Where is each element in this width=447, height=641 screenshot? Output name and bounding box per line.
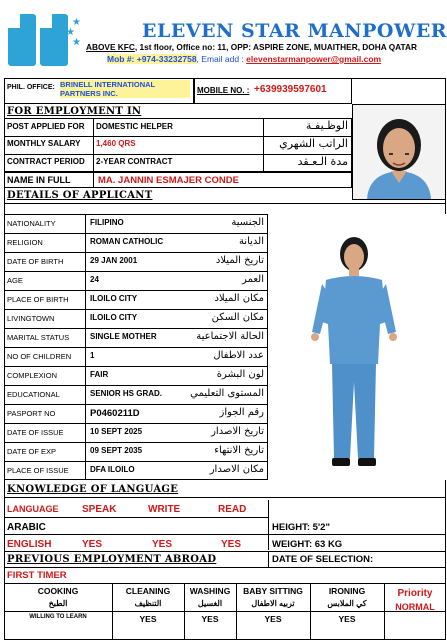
skill-value: YES (201, 614, 219, 624)
detail-value: FILIPINO (90, 218, 124, 227)
detail-arabic: مكان الميلاد (214, 293, 264, 304)
skill-arabic: التنظيف (134, 599, 162, 608)
previous-section-title: PREVIOUS EMPLOYMENT ABROAD (7, 554, 217, 565)
weight-value: WEIGHT: 63 KG (272, 539, 343, 550)
language-english: ENGLISH (7, 539, 52, 550)
employment-row-arabic: الوظـيفـة (305, 119, 348, 132)
skill-arabic: كي الملابس (327, 599, 367, 608)
language-arabic: ARABIC (7, 522, 46, 533)
skill-arabic: الغسيل (197, 599, 223, 608)
detail-label: DATE OF BIRTH (7, 257, 64, 266)
detail-arabic: تاريخ الميلاد (215, 255, 264, 266)
row-divider (4, 328, 268, 329)
row-divider (4, 385, 268, 386)
detail-arabic: مكان السكن (211, 312, 264, 323)
star-icon: ★ (72, 17, 81, 28)
row-divider (4, 404, 268, 405)
detail-value: SENIOR HS GRAD. (90, 389, 163, 398)
profile-photo (352, 104, 446, 200)
detail-arabic: لون البشرة (216, 369, 264, 380)
detail-value: 24 (90, 275, 99, 284)
detail-arabic: عدد الاطفال (213, 350, 264, 361)
row-divider (4, 442, 268, 443)
language-section-title: KNOWLEDGE OF LANGUAGE (7, 484, 179, 495)
english-speak: YES (82, 539, 103, 550)
employment-row-value: 2-YEAR CONTRACT (96, 157, 173, 166)
detail-value: ROMAN CATHOLIC (90, 237, 164, 246)
priority-label: Priority (397, 588, 433, 599)
company-title: ELEVEN STAR MANPOWER (142, 20, 447, 42)
employment-row-value: DOMESTIC HELPER (96, 122, 173, 131)
mobile-label: MOBILE NO. : (197, 86, 250, 95)
language-header: SPEAK (82, 504, 117, 515)
language-header: LANGUAGE (7, 504, 59, 514)
office-label: PHIL. OFFICE: (7, 84, 55, 91)
date-of-selection: DATE OF SELECTION: (272, 554, 374, 565)
detail-label: PLACE OF ISSUE (7, 466, 69, 475)
employment-row-arabic: الراتب الشهري (279, 137, 348, 150)
detail-label: EDUCATIONAL (7, 390, 60, 399)
detail-value: ILOILO CITY (90, 313, 138, 322)
height-value: HEIGHT: 5'2" (272, 522, 330, 533)
detail-label: AGE (7, 276, 23, 285)
detail-label: MARITAL STATUS (7, 333, 70, 342)
skill-header: WASHING (189, 586, 231, 596)
row-divider (4, 271, 268, 272)
detail-arabic: رقم الجواز (219, 407, 264, 418)
detail-label: DATE OF ISSUE (7, 428, 64, 437)
language-header: WRITE (148, 504, 181, 515)
company-logo (4, 14, 81, 66)
detail-value: P0460211D (90, 408, 140, 419)
row-divider (4, 290, 268, 291)
detail-value: 09 SEPT 2035 (90, 446, 143, 455)
skill-header: IRONING (328, 586, 366, 596)
english-write: YES (152, 539, 173, 550)
detail-label: RELIGION (7, 238, 43, 247)
skill-arabic: الطبخ (48, 599, 68, 608)
skill-arabic: تربيه الاطفال (251, 599, 295, 608)
employment-section-title: FOR EMPLOYMENT IN (7, 106, 142, 117)
detail-label: DATE OF EXP (7, 447, 57, 456)
detail-value: 1 (90, 351, 95, 360)
name-label: NAME IN FULL (7, 175, 71, 185)
star-icon: ★ (72, 37, 81, 48)
employment-row-value: 1,460 QRS (96, 139, 136, 148)
language-header: READ (218, 504, 247, 515)
detail-label: COMPLEXION (7, 371, 58, 380)
detail-label: NATIONALITY (7, 219, 56, 228)
detail-value: DFA ILOILO (90, 465, 135, 474)
skill-value: YES (139, 614, 157, 624)
row-divider (4, 233, 268, 234)
details-section-title: DETAILS OF APPLICANT (7, 190, 153, 201)
detail-label: PASPORT NO (7, 409, 56, 418)
company-contact: Mob #: +974-33232758, Email add : elevenstarmanpower@gmail.com (107, 54, 382, 64)
priority-value: NORMAL (395, 602, 435, 612)
full-body-photo (268, 214, 446, 480)
name-value: MA. JANNIN ESMAJER CONDE (98, 175, 239, 186)
detail-label: LIVINGTOWN (7, 314, 55, 323)
detail-value: SINGLE MOTHER (90, 332, 157, 341)
detail-value: 10 SEPT 2025 (90, 427, 143, 436)
previous-status: FIRST TIMER (7, 570, 67, 581)
detail-arabic: تاريخ الانتهاء (214, 445, 264, 456)
row-divider (4, 252, 268, 253)
detail-value: 29 JAN 2001 (90, 256, 138, 265)
detail-arabic: العمر (242, 274, 264, 285)
detail-arabic: الجنسية (231, 217, 264, 228)
employment-row-label: POST APPLIED FOR (7, 122, 85, 131)
detail-arabic: مكان الاصدار (209, 464, 264, 475)
english-read: YES (221, 539, 242, 550)
row-divider (4, 461, 268, 462)
skill-value: YES (338, 614, 356, 624)
skill-value: WILLING TO LEARN (29, 614, 87, 620)
row-divider (4, 347, 268, 348)
company-address: ABOVE KFC, 1st floor, Office no: 11, OPP: ASPIRE ZONE, MUAITHER, DOHA QATAR (86, 42, 417, 52)
skill-header: CLEANING (125, 586, 171, 596)
detail-label: NO OF CHILDREN (7, 352, 72, 361)
employment-row-label: MONTHLY SALARY (7, 139, 81, 148)
row-divider (4, 309, 268, 310)
row-divider (4, 366, 268, 367)
detail-arabic: الحالة الاجتماعية (196, 331, 264, 342)
office-value: BRINELL INTERNATIONAL PARTNERS INC. (60, 80, 190, 98)
skill-header: COOKING (37, 586, 79, 596)
skill-header: BABY SITTING (243, 586, 303, 596)
star-icon: ★ (66, 27, 75, 38)
detail-value: ILOILO CITY (90, 294, 138, 303)
employment-row-arabic: مدة الـعـقد (297, 155, 348, 168)
detail-arabic: تاريخ الاصدار (211, 426, 264, 437)
detail-label: PLACE OF BIRTH (7, 295, 69, 304)
detail-value: FAIR (90, 370, 109, 379)
detail-arabic: الديانة (238, 236, 264, 247)
skill-value: YES (264, 614, 282, 624)
detail-arabic: المستوى التعليمي (190, 388, 264, 399)
mobile-value: +639939597601 (254, 84, 327, 95)
row-divider (4, 423, 268, 424)
employment-row-label: CONTRACT PERIOD (7, 157, 85, 166)
